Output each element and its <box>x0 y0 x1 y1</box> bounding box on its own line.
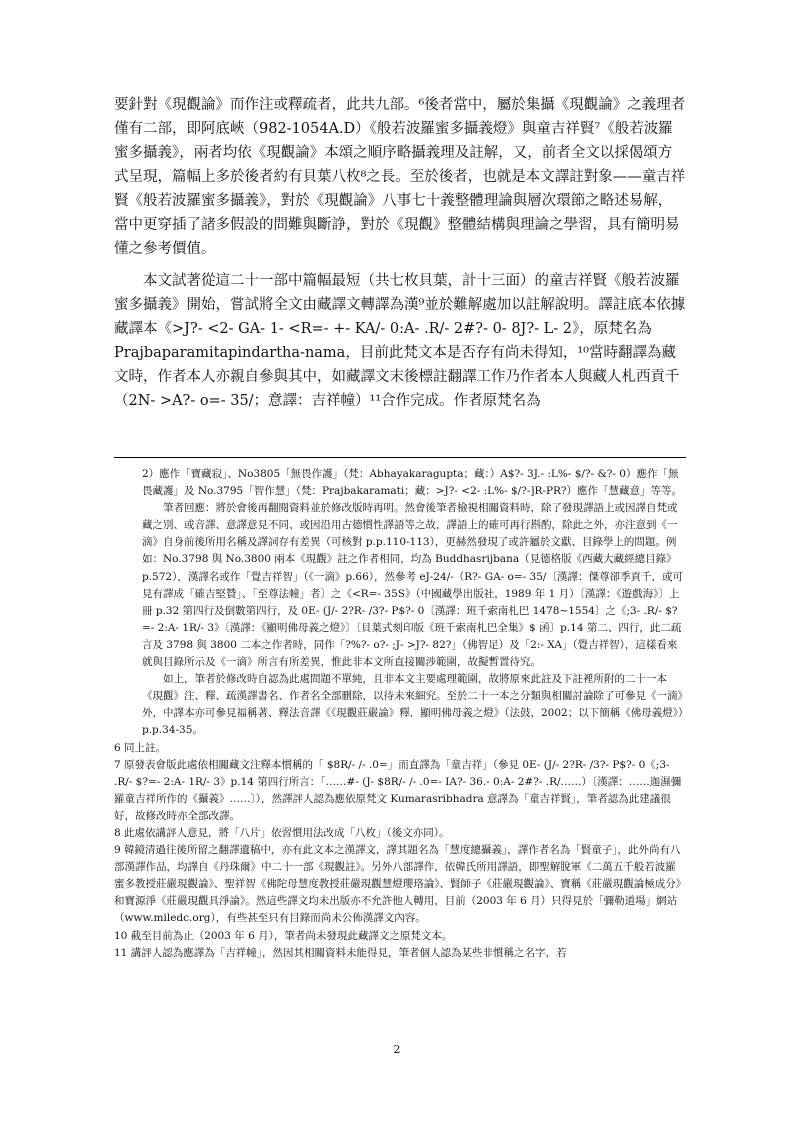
footnote-paragraph: 筆者回應：將於會後再翻閱資料並於修改版時再明。然會後筆者檢視相關資料時，除了發現譯語上或因譯自梵或藏之別、或音譯、意譯意見不同、或因沿用古德慣性譯語等之故，譯語上的確可再行斟酌，除此之外，亦注意到《一滴》自身前後所用名稱及譯詞存有差異（可核對 p.p.110-113），更赫然發現了或許屬於文獻、目錄學上的問題。例如：No.3798 與 No.3800 兩本《現觀》註之作者相同，均為 Buddhasrijbana（見德格版《西藏大藏經總目錄》 p.572），漢譯名或作「覺吉祥智」（《一滴》p.66），然參考 eJ-24/-（R?- GA- o=- 35/〔漢譯：傑尊卻季貢千，或可見有譯成「確吉堅贊」、「至尊法幢」者〕之《<R=- 35S》（中國藏學出版社，1989 年 1 月）〔漢譯：《遊戲海》〕上冊 p.32 第四行及倒數第四行，及 0E- (J/- 2?R- /3?- P$?- 0〔漢譯：班千索南札巴 1478~1554〕之《;3- .R/- $?=- 2:A- 1R/- 3》〔漢譯：《顯明佛母義之燈》〕〔貝葉式刻印版《班千索南札巴全集》$ 函〕p.14 第二、四行，此二疏言及 3798 與 3800 二本之作者時，同作「?%?- o?- ;J- >J?- 82?」（佛智足）及「2:- XA」（覺吉祥智），這樣看來就與目錄所示及《一滴》所言有所差異，惟此非本文所直接關涉範圍，故擬暫置待究。 <box>142 502 683 669</box>
footnote-paragraph: 如上，筆者於修改時自認為此處問題不單純，且非本文主要處理範圍，故將原來此註及下註裡所附的二十一本《現觀》注、釋、疏漢譯書名、作者名全部刪除，以待未來細究。至於二十一本之分類與相關討論除了可參見《一滴》外，中譯本亦可參見福稱著、釋法音譯《《現觀莊嚴論》釋．顯明佛母義之燈》（法鼓，2002；以下簡稱《佛母義燈》）p.p.34-35。 <box>142 673 684 737</box>
footnote-9: 9 韓鏡清過往後所留之翻譯遺稿中，亦有此文本之漢譯文，譯其題名為「慧度總攝義」，譯作者名為「賢童子」，此外尚有八部漢譯作品，均譯自《丹珠爾》中二十一部《現觀註》。另外八部譯作，依韓氏所用譯語，即聖解脫軍《二萬五千般若波羅蜜多教授莊嚴現觀論》、聖祥智《佛陀母慧度教授莊嚴現觀慧燈瓔珞論》、賢師子《莊嚴現觀論》、寶稱《莊嚴現觀論極成分》和寶源淨《莊嚴現觀具淨論》。然這些譯文均未出版亦不允許他人轉用，目前（2003 年 6 月）只得見於「彌勒道場」網站（www.miledc.org），有些甚至只有目錄而尚未公佈漢譯文內容。 <box>114 844 681 925</box>
page-number: 2 <box>393 1043 401 1056</box>
footnote-10: 10 截至目前為止（2003 年 6 月），筆者尚未發現此藏譯文之原梵文本。 <box>114 929 453 942</box>
footnote-11: 11 講評人認為應譯為「吉祥幢」，然因其相關資料未能得見，筆者個人認為某些非慣稱之名字，若 <box>114 946 567 959</box>
footnote-6: 6 同上註。 <box>114 741 167 754</box>
main-text <box>114 93 686 413</box>
footnote-separator <box>114 457 686 458</box>
body-paragraph-2: 本文試著從這二十一部中篇幅最短（共七枚貝葉，計十三面）的童吉祥賢《般若波羅蜜多攝義》開始，嘗試將全文由藏譯文轉譯為漢⁹並於難解處加以註解說明。譯註底本依據藏譯本《>J?- <2- GA- 1- <R=- +- KA/- 0:A- .R/- 2#?- 0- 8J?- L- 2》，原梵名為 Prajbaparamitapindartha-nama，目前此梵文本是否存有尚未得知，¹⁰當時翻譯為藏文時，作者本人亦親自參與其中，如藏譯文末後標註翻譯工作乃作者本人與藏人札西貢千（2N- >A?- o=- 35/；意譯：吉祥幢）¹¹合作完成。作者原梵名為 <box>114 273 686 409</box>
footnote-7: 7 原發表會版此處依相關藏文注釋本慣稱的「 $8R/- /- .0=」而直譯為「童吉祥」（參見 0E- (J/- 2?R- /3?- P$?- 0《;3- .R/- $?=- 2:A- 1R/- 3》p.14 第四行所言：「……#- (J- $8R/- /- .0=- IA?- 36.- 0:A- 2#?- .R/……）〔漢譯：……迦濕彌羅童吉祥所作的《攝義》……〕），然譯評人認為應依原梵文 Kumarasribhadra 意譯為「童吉祥賢」，筆者認為此建議很好，故修改時亦全部改譯。 <box>114 758 682 822</box>
body-paragraph-1: 要針對《現觀論》而作注或釋疏者，此共九部。⁶後者當中，屬於集攝《現觀論》之義理者僅有二部，即阿底峽（982-1054A.D）《般若波羅蜜多攝義燈》與童吉祥賢⁷《般若波羅蜜多攝義》，兩者均依《現觀論》本頌之順序略攝義理及註解，又，前者全文以採偈頌方式呈現，篇幅上多於後者約有貝葉八枚⁸之長。至於後者，也就是本文譯註對象——童吉祥賢《般若波羅蜜多攝義》，對於《現觀論》八事七十義整體理論與層次環節之略述易解，當中更穿插了諸多假設的問難與斷諍，對於《現觀》整體結構與理論之學習，具有簡明易懂之參考價值。 <box>114 97 686 257</box>
footnote-continuation: 2）應作「寶藏寂」、No3805「無畏作護」（梵：Abhayakaragupta；藏：）A$?- 3J.- :L%- $/?- &?- 0）應作「無畏藏護」及 No.3795「智作慧」（梵：Prajbakaramati；藏：>J?- <2- :L%- $/?-]R-PR?）應作「慧藏意」等等。 <box>142 468 683 498</box>
footnotes <box>114 466 686 962</box>
footnote-8: 8 此處依講評人意見，將「八片」依習慣用法改成「八枚」（後文亦同）。 <box>114 826 450 839</box>
